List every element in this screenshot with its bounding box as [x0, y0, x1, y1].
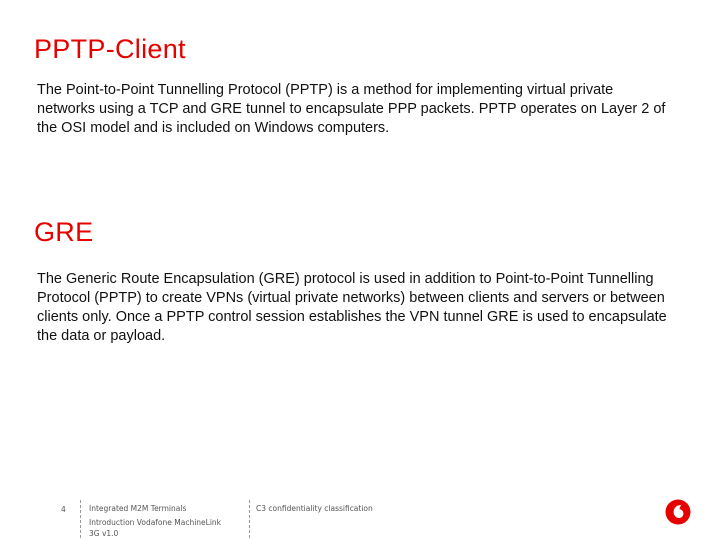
footer-subtitle-line1: Introduction Vodafone MachineLink — [89, 518, 222, 527]
paragraph-pptp-client: The Point-to-Point Tunnelling Protocol (PPTP) is a method for implementing virtual private networks using a TCP and GRE tunnel to encapsulate PPP packets. PPTP operates on Layer 2 of the OSI model and is included on Windows computers. — [37, 82, 666, 136]
confidentiality-classification: C3 confidentiality classification — [256, 504, 373, 513]
paragraph-gre: The Generic Route Encapsulation (GRE) protocol is used in addition to Point-to-Point Tunnelling Protocol (PPTP) to create VPNs (virtual private networks) between clients and servers or between clients only. Once a PPTP control session establishes the VPN tunnel GRE is used to encapsulate the data or payload. — [37, 271, 667, 344]
heading-pptp-client: PPTP-Client — [34, 34, 186, 64]
vodafone-logo-icon — [665, 499, 691, 525]
footer-divider — [249, 500, 250, 538]
footer-divider — [80, 500, 81, 538]
footer-title: Integrated M2M Terminals — [89, 504, 187, 513]
heading-gre: GRE — [34, 217, 94, 247]
page-number: 4 — [61, 505, 66, 514]
footer-subtitle-line2: 3G v1.0 — [89, 529, 119, 538]
